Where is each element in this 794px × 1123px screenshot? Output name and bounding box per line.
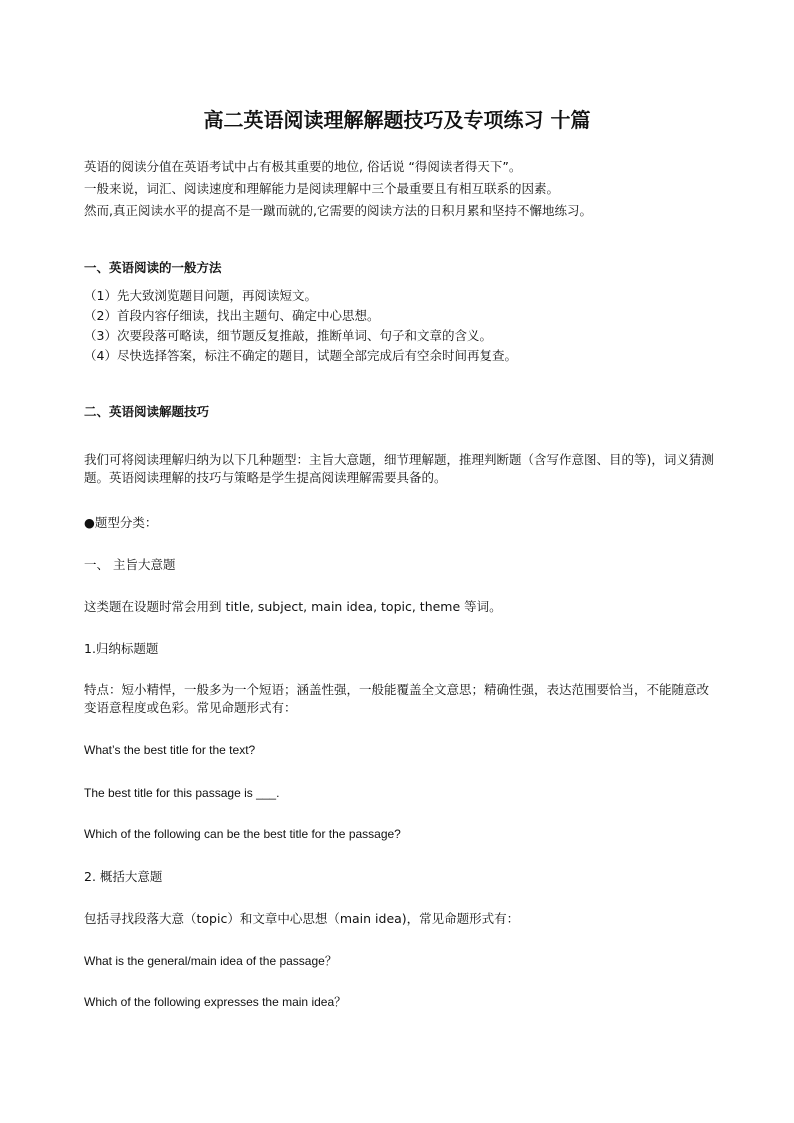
item-title-question-heading: 1.归纳标题题	[84, 641, 159, 656]
item-main-idea-heading: 2. 概括大意题	[84, 869, 163, 884]
question-types-label: ●题型分类：	[84, 515, 158, 530]
item-title-question-paragraph: 特点：短小精悍，一般多为一个短语；涵盖性强，一般能覆盖全文意思；精确性强，表达范围要恰当，不能随意改变语意程度或色彩。常见命题形式有：	[84, 682, 710, 715]
section-1-item-3: （3）次要段落可略读，细节题反复推敲，推断单词、句子和文章的含义。	[84, 328, 492, 343]
intro-line-2: 一般来说，词汇、阅读速度和理解能力是阅读理解中三个最重要且有相互联系的因素。	[84, 181, 560, 196]
subsection-main-idea-paragraph: 这类题在设题时常会用到 title, subject, main idea, topic, theme 等词。	[84, 599, 502, 614]
section-2-heading: 二、英语阅读解题技巧	[84, 404, 210, 419]
section-1-heading: 一、英语阅读的一般方法	[84, 260, 222, 275]
example-question-5: Which of the following expresses the main idea？	[84, 995, 347, 1009]
section-1-item-1: （1）先大致浏览题目问题，再阅读短文。	[84, 288, 317, 303]
section-1-item-4: （4）尽快选择答案，标注不确定的题目，试题全部完成后有空余时间再复查。	[84, 348, 517, 363]
example-question-1: What’s the best title for the text?	[84, 743, 256, 757]
section-1-item-2: （2）首段内容仔细读，找出主题句、确定中心思想。	[84, 308, 380, 323]
subsection-main-idea-heading: 一、 主旨大意题	[84, 557, 176, 572]
item-main-idea-paragraph: 包括寻找段落大意（topic）和文章中心思想（main idea)，常见命题形式有：	[84, 911, 520, 926]
example-question-2: The best title for this passage is ___.	[84, 786, 280, 800]
intro-line-1: 英语的阅读分值在英语考试中占有极其重要的地位, 俗话说 “得阅读者得天下”。	[84, 159, 522, 174]
document-title: 高二英语阅读理解解题技巧及专项练习 十篇	[203, 108, 591, 132]
example-question-4: What is the general/main idea of the passage？	[84, 954, 337, 968]
example-question-3: Which of the following can be the best title for the passage?	[84, 827, 401, 841]
intro-line-3: 然而,真正阅读水平的提高不是一蹴而就的,它需要的阅读方法的日积月累和坚持不懈地练习。	[84, 203, 592, 218]
section-2-paragraph: 我们可将阅读理解归纳为以下几种题型：主旨大意题，细节理解题，推理判断题（含写作意图、目的等)，词义猜测题。英语阅读理解的技巧与策略是学生提高阅读理解需要具备的。	[84, 452, 714, 485]
